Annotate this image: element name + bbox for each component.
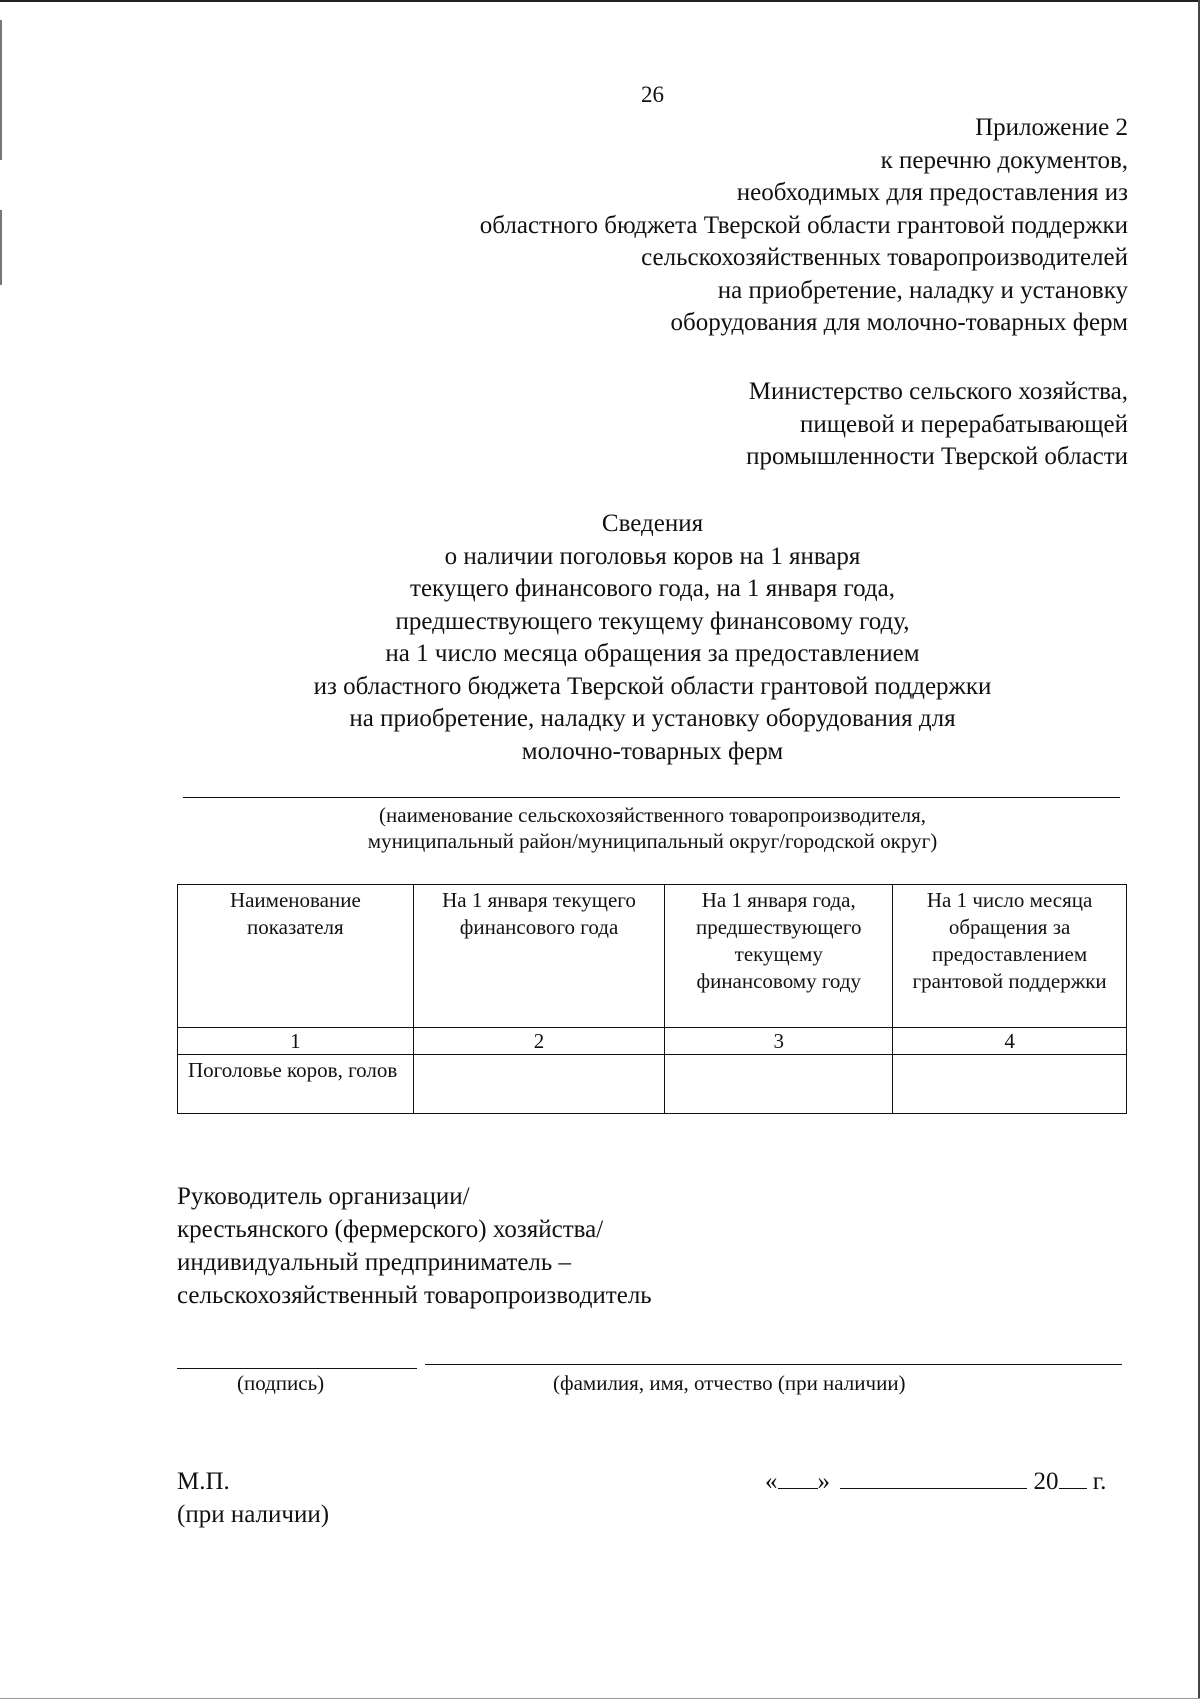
title-line: из областного бюджета Тверской области грантовой поддержки <box>313 672 992 700</box>
row-label: Поголовье коров, голов <box>178 1055 414 1114</box>
table-cell-input[interactable] <box>665 1055 893 1114</box>
recipient-line: Министерство сельского хозяйства, <box>748 378 1128 405</box>
caption-line: (наименование сельскохозяйственного товаропроизводителя, <box>379 803 926 827</box>
signature-caption: (подпись) <box>237 1371 325 1395</box>
stamp-label: М.П. <box>177 1468 230 1495</box>
scan-edge-top <box>0 0 1200 2</box>
appendix-line: необходимых для предоставления из <box>736 179 1128 206</box>
scan-edge-left <box>0 210 2 285</box>
title-line: текущего финансового года, на 1 января года, <box>410 575 895 602</box>
recipient-block <box>746 376 1128 474</box>
appendix-line: на приобретение, наладку и установку <box>717 276 1128 304</box>
column-number: 2 <box>413 1028 665 1055</box>
title-line: на приобретение, наладку и установку оборудования для <box>349 705 956 732</box>
signer-block <box>177 1180 652 1312</box>
year-blank[interactable] <box>1059 1462 1087 1489</box>
year-prefix: 20 <box>1033 1468 1059 1495</box>
table-header-cell: Наименование показателя <box>178 885 414 1028</box>
table-cell-input[interactable] <box>413 1055 665 1114</box>
column-number: 1 <box>178 1028 414 1055</box>
date-field <box>765 1462 1106 1496</box>
caption-line: муниципальный район/муниципальный округ/городской округ) <box>367 829 938 853</box>
full-name-line[interactable] <box>425 1364 1122 1365</box>
signer-line: крестьянского (фермерского) хозяйства/ <box>177 1216 604 1243</box>
stamp-block <box>177 1465 329 1531</box>
appendix-line: Приложение 2 <box>975 114 1128 141</box>
stamp-note: (при наличии) <box>177 1501 330 1528</box>
table-row <box>178 1055 1127 1114</box>
livestock-table <box>177 884 1127 1114</box>
signer-line: Руководитель организации/ <box>177 1183 470 1210</box>
appendix-line: областного бюджета Тверской области грантовой поддержки <box>479 211 1128 239</box>
day-blank[interactable] <box>778 1462 818 1489</box>
document-title <box>150 508 1155 768</box>
signature-line[interactable] <box>177 1368 417 1369</box>
date-close-quote: » <box>817 1468 830 1495</box>
appendix-line: оборудования для молочно-товарных ферм <box>670 309 1128 336</box>
year-suffix: г. <box>1092 1468 1107 1495</box>
title-line: о наличии поголовья коров на 1 января <box>444 542 861 570</box>
table-column-number-row <box>178 1028 1127 1055</box>
title-line: предшествующего текущему финансовому году, <box>395 607 910 635</box>
table-header-cell: На 1 января года, предшествующего текущему финансовому году <box>665 885 893 1028</box>
appendix-line: к перечню документов, <box>880 146 1128 174</box>
title-line: на 1 число месяца обращения за предоставлением <box>385 640 920 667</box>
full-name-caption: (фамилия, имя, отчество (при наличии) <box>553 1371 906 1395</box>
table-header-row <box>178 885 1127 1028</box>
producer-caption <box>150 802 1155 854</box>
signer-line: индивидуальный предприниматель – <box>177 1249 572 1276</box>
recipient-line: промышленности Тверской области <box>746 443 1128 470</box>
column-number: 3 <box>665 1028 893 1055</box>
appendix-header <box>480 112 1128 340</box>
title-line: молочно-товарных ферм <box>521 737 784 765</box>
table-cell-input[interactable] <box>893 1055 1127 1114</box>
date-open-quote: « <box>765 1468 778 1495</box>
producer-name-line[interactable] <box>183 797 1120 798</box>
recipient-line: пищевой и перерабатывающей <box>799 410 1128 438</box>
appendix-line: сельскохозяйственных товаропроизводителей <box>641 244 1128 271</box>
signer-line: сельскохозяйственный товаропроизводитель <box>177 1282 652 1309</box>
page-number: 26 <box>641 82 664 107</box>
column-number: 4 <box>893 1028 1127 1055</box>
month-blank[interactable] <box>840 1462 1027 1489</box>
title-line: Сведения <box>601 510 704 537</box>
table-header-cell: На 1 число месяца обращения за предоставлением грантовой поддержки <box>893 885 1127 1028</box>
table-header-cell: На 1 января текущего финансового года <box>413 885 665 1028</box>
